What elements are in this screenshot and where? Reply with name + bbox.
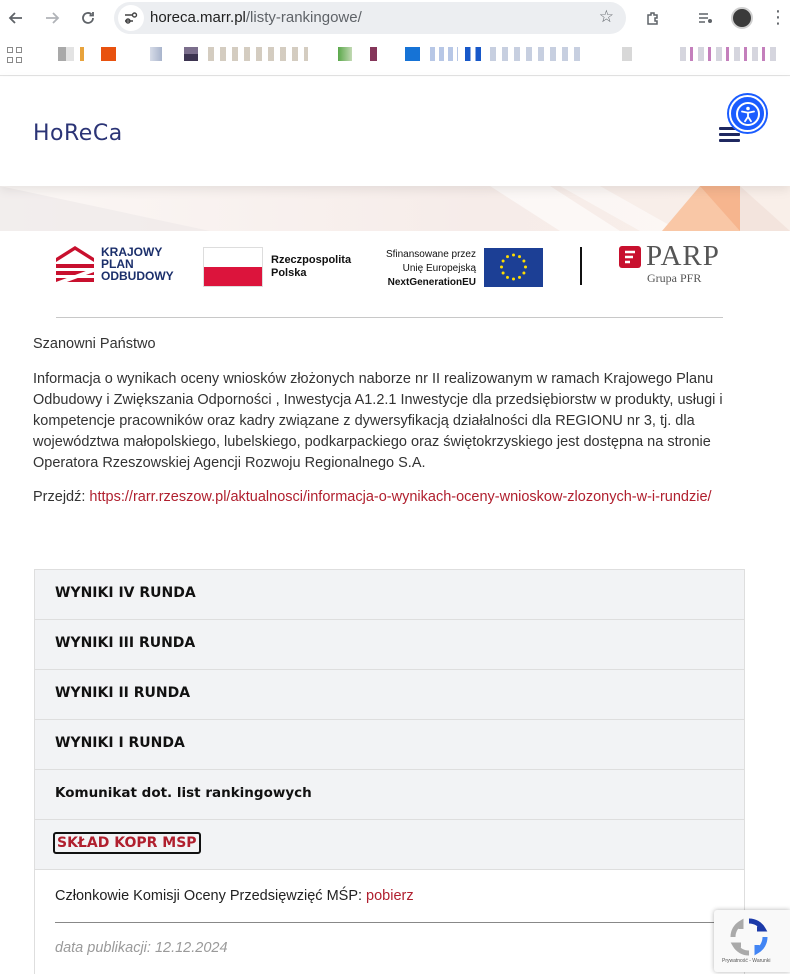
site-header bbox=[0, 77, 790, 186]
bookmark-favicon[interactable] bbox=[150, 47, 162, 61]
publication-date: data publikacji: 12.12.2024 bbox=[55, 940, 228, 956]
accordion-item-komunikat[interactable] bbox=[35, 770, 744, 820]
accessibility-icon[interactable] bbox=[729, 95, 766, 132]
profile-avatar[interactable] bbox=[731, 7, 753, 29]
accordion-item-label: Komunikat dot. list rankingowych bbox=[55, 785, 312, 801]
bookmark-favicon[interactable] bbox=[58, 47, 74, 61]
back-arrow-icon[interactable] bbox=[4, 6, 28, 30]
funding-logos bbox=[0, 240, 790, 295]
bookmark-favicon[interactable] bbox=[101, 47, 116, 61]
bookmark-favicon[interactable] bbox=[622, 47, 632, 61]
accordion-item-label: WYNIKI II RUNDA bbox=[55, 685, 191, 701]
content-divider bbox=[56, 317, 723, 318]
url-path: /listy-rankingowe/ bbox=[245, 9, 362, 26]
download-link[interactable]: pobierz bbox=[366, 888, 414, 904]
accordion-item-label: WYNIKI III RUNDA bbox=[55, 635, 196, 651]
site-info-icon[interactable] bbox=[118, 5, 144, 31]
recaptcha-icon bbox=[730, 918, 768, 956]
accordion-item-sklad-kopr[interactable] bbox=[35, 820, 744, 870]
kpo-logo-icon bbox=[56, 246, 94, 286]
bookmark-label-blurred[interactable] bbox=[208, 47, 308, 61]
bookmark-label-blurred[interactable] bbox=[430, 47, 458, 61]
apps-grid-icon[interactable] bbox=[7, 47, 23, 63]
accordion-item-wyniki-iv[interactable] bbox=[35, 570, 744, 620]
hero-banner bbox=[0, 186, 790, 231]
rarr-link[interactable]: https://rarr.rzeszow.pl/aktualnosci/informacja-o-wynikach-oceny-wnioskow-zlozonych-w-i-rundzie/ bbox=[89, 489, 712, 505]
kpo-logo-text bbox=[101, 246, 174, 282]
goto-label: Przejdź: bbox=[33, 489, 90, 505]
panel-divider bbox=[55, 922, 725, 923]
bookmark-favicon[interactable] bbox=[184, 47, 198, 61]
bookmark-favicon[interactable] bbox=[465, 47, 481, 61]
hamburger-menu-icon[interactable] bbox=[719, 127, 740, 143]
bookmark-favicon[interactable] bbox=[80, 47, 84, 61]
accordion-item-label: SKŁAD KOPR MSP bbox=[53, 832, 201, 854]
kpo-line: KRAJOWY bbox=[101, 245, 163, 259]
rp-line: Rzeczpospolita bbox=[271, 254, 352, 266]
logo-separator bbox=[580, 247, 582, 285]
address-bar[interactable] bbox=[114, 2, 626, 34]
accordion-panel bbox=[35, 871, 744, 974]
bookmark-star-icon[interactable]: ☆ bbox=[598, 7, 614, 26]
forward-arrow-icon[interactable] bbox=[40, 6, 64, 30]
accordion-item-label: WYNIKI I RUNDA bbox=[55, 735, 185, 751]
eu-logo-text bbox=[372, 248, 476, 290]
results-accordion bbox=[34, 569, 745, 974]
parp-logo-text: PARP bbox=[646, 240, 720, 272]
bookmark-favicon[interactable] bbox=[405, 47, 420, 61]
accordion-item-wyniki-i[interactable] bbox=[35, 720, 744, 770]
accordion-item-wyniki-ii[interactable] bbox=[35, 670, 744, 720]
kpo-line: ODBUDOWY bbox=[101, 269, 174, 283]
browser-toolbar bbox=[0, 0, 790, 76]
url-text bbox=[150, 9, 362, 26]
bookmark-favicon[interactable] bbox=[370, 47, 384, 61]
goto-line bbox=[33, 487, 728, 508]
rp-line: Polska bbox=[271, 267, 307, 279]
info-paragraph: Informacja o wynikach oceny wniosków złożonych naborze nr II realizowanym w ramach Krajowego Planu Odbudowy i Zwiększania Odporności , Inwestycja A1.2.1 Inwestycje dla przedsiębiorstw w produkty, usługi i kompetencje pracowników oraz kadry związane z dywersyfikacją działalności dla REGIONU nr 3, tj. dla województwa małopolskiego, lubelskiego, podkarpackiego oraz świętokrzyskiego jest dostępna na stronie Operatora Rzeszowskiej Agencji Rozwoju Regionalnego S.A. bbox=[33, 371, 723, 471]
url-host: horeca.marr.pl bbox=[150, 9, 246, 26]
parp-logo-subtitle: Grupa PFR bbox=[647, 271, 702, 285]
eu-flag-icon bbox=[484, 248, 543, 287]
accordion-item-label: WYNIKI IV RUNDA bbox=[55, 585, 196, 601]
bookmark-favicon[interactable] bbox=[338, 47, 352, 61]
browser-menu-icon[interactable]: ⋮ bbox=[769, 7, 787, 27]
eu-line: Unię Europejską bbox=[402, 263, 476, 274]
recaptcha-badge[interactable] bbox=[714, 910, 790, 972]
parp-logo-icon bbox=[619, 246, 641, 268]
members-label: Członkowie Komisji Oceny Przedsięwzięć MŚP: bbox=[55, 888, 367, 904]
accordion-item-wyniki-iii[interactable] bbox=[35, 620, 744, 670]
recaptcha-footer[interactable]: Prywatność - Warunki bbox=[722, 958, 771, 964]
bookmark-label-blurred[interactable] bbox=[680, 47, 780, 61]
members-line bbox=[55, 888, 414, 904]
rp-logo-text bbox=[271, 254, 351, 280]
eu-line: NextGenerationEU bbox=[387, 277, 476, 288]
media-queue-icon[interactable] bbox=[694, 7, 716, 29]
kpo-line: PLAN bbox=[101, 257, 134, 271]
polish-flag-icon bbox=[203, 247, 263, 287]
reload-icon[interactable] bbox=[76, 6, 100, 30]
greeting-text: Szanowni Państwo bbox=[33, 336, 156, 352]
eu-line: Sfinansowane przez bbox=[385, 249, 476, 260]
bookmark-label-blurred[interactable] bbox=[490, 47, 580, 61]
extensions-puzzle-icon[interactable] bbox=[642, 7, 664, 29]
site-logo[interactable]: HoReCa bbox=[33, 121, 123, 146]
